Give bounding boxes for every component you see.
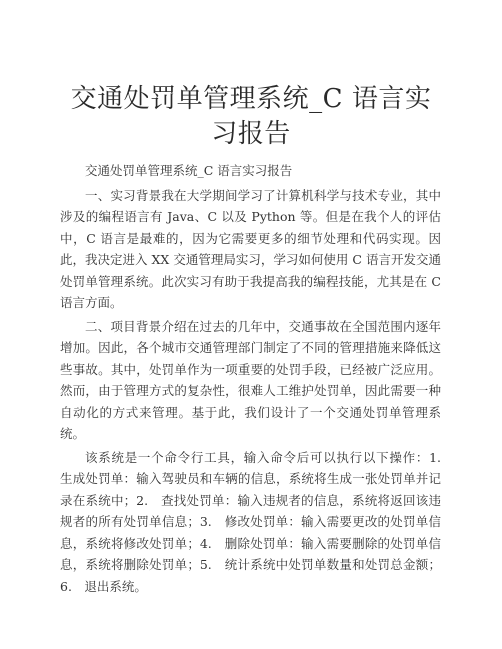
system-features-paragraph: 该系统是一个命令行工具，输入命令后可以执行以下操作：1. 生成处罚单：输入驾驶员和车辆的信息，系统将生成一张处罚单并记录在系统中；2. 查找处罚单：输入违规者的信息，系统将返回该违规者的所有处罚单信息；3. 修改处罚单：输入需要更改的处罚单信息，系统将修改处罚单；4. 删除处罚单：输入需要删除的处罚单信息，系统将删除处罚单；5. 统计系统中处罚单数量和处罚总金额；6. 退出系统。 [60, 449, 454, 594]
document-body [60, 160, 454, 599]
report-subtitle-paragraph: 交通处罚单管理系统_C 语言实习报告 [85, 163, 293, 178]
project-background-paragraph: 二、项目背景介绍在过去的几年中，交通事故在全国范围内逐年增加。因此，各个城市交通管理部门制定了不同的管理措施来降低这些事故。其中，处罚单作为一项重要的处罚手段，已经被广泛应用。然而，由于管理方式的复杂性，很难人工维护处罚单，因此需要一种自动化的方式来管理。基于此，我们设计了一个交通处罚单管理系统。 [60, 318, 441, 441]
internship-background-paragraph: 一、实习背景我在大学期间学习了计算机科学与技术专业，其中涉及的编程语言有 Java、C 以及 Python 等。但是在我个人的评估中，C 语言是最难的，因为它需要更多的细节处理和代码实现。因此，我决定进入 XX 交通管理局实习，学习如何使用 C 语言开发交通处罚单管理系统。此次实习有助于我提高我的编程技能，尤其是在 C 语言方面。 [60, 187, 441, 310]
document-title: 交通处罚单管理系统_C 语言实习报告 [70, 84, 432, 149]
